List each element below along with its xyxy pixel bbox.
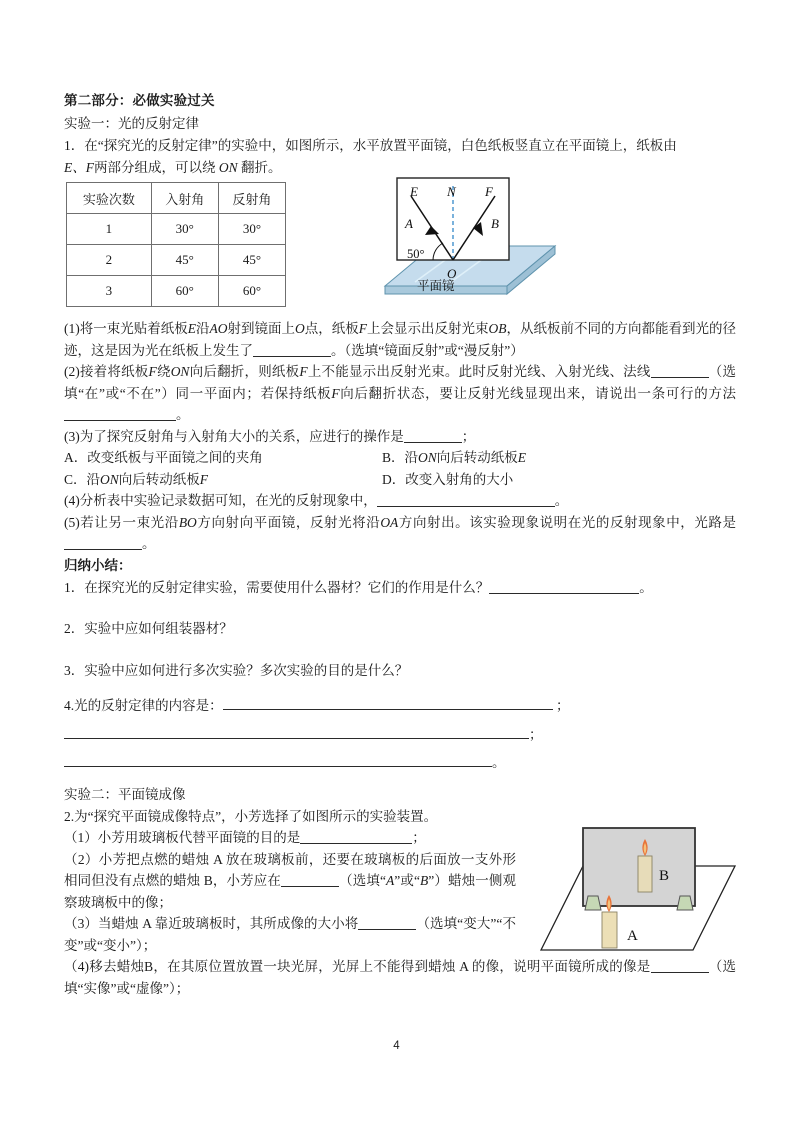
figure2-label-B: B bbox=[659, 868, 670, 884]
sq2-g: 。 bbox=[176, 407, 190, 422]
option-B-E: E bbox=[517, 450, 527, 465]
sq2-d: 上不能显示出反射光束。此时反射光线、入射光线、法线 bbox=[307, 364, 651, 379]
option-D[interactable]: D．改变入射角的大小 bbox=[382, 471, 514, 487]
answer-blank-e2-4[interactable] bbox=[651, 972, 709, 973]
e2q1-b: ； bbox=[412, 830, 426, 845]
sq5-d: 。 bbox=[142, 536, 156, 551]
answer-blank-s4-1[interactable] bbox=[223, 696, 553, 710]
experiment-data-table bbox=[66, 182, 286, 307]
answer-blank-2-1[interactable] bbox=[651, 377, 709, 378]
summary-4-sep-2: ； bbox=[529, 726, 543, 742]
option-A[interactable]: A．改变纸板与平面镜之间的夹角 bbox=[64, 450, 263, 465]
table-cell-trial: 2 bbox=[67, 245, 152, 276]
answer-blank-s4-3[interactable] bbox=[64, 753, 492, 767]
section-title: 第二部分：必做实验过关 bbox=[64, 93, 215, 108]
summary-item-3: 3．实验中应如何进行多次实验？多次实验的目的是什么？ bbox=[64, 662, 409, 678]
sq1-a: (1)将一束光贴着纸板 bbox=[64, 321, 188, 336]
sq1-e: 上会显示出反射光束 bbox=[367, 321, 489, 336]
e2q2-A: A bbox=[386, 873, 395, 888]
table-cell-incidence: 30° bbox=[151, 214, 218, 245]
summary-item-1 bbox=[64, 577, 736, 599]
figure1-label-N: N bbox=[447, 184, 456, 199]
option-B-b: 向后转动纸板 bbox=[436, 450, 518, 465]
sq1-b: 沿 bbox=[196, 321, 210, 336]
e2q2-B: B bbox=[420, 873, 429, 888]
sq3-b: ； bbox=[461, 428, 476, 444]
option-B-a: B．沿 bbox=[382, 450, 419, 465]
figure1-label-E: E bbox=[410, 184, 418, 199]
sq2-f: 向后翻折状态，要让反射光线显现出来，请说出一条可行的方法 bbox=[339, 385, 737, 401]
figure1-label-A: A bbox=[405, 216, 413, 231]
table-header-trial: 实验次数 bbox=[67, 183, 152, 214]
sq1-O: O bbox=[295, 321, 305, 336]
experiment-two-label: 实验二：平面镜成像 bbox=[64, 786, 186, 802]
page-number: 4 bbox=[393, 1040, 400, 1052]
q1-text-d: 翻折。 bbox=[241, 159, 282, 175]
sq1-d: 点，纸板 bbox=[304, 321, 359, 336]
answer-blank-5-1[interactable] bbox=[64, 549, 142, 550]
answer-blank-s4-2[interactable] bbox=[64, 725, 529, 739]
sq1-f: ，从纸板前不同的方向都能看到光的径迹，这是因为光在纸板上发生了 bbox=[64, 321, 736, 358]
table-cell-incidence: 45° bbox=[151, 245, 218, 276]
answer-blank-s1[interactable] bbox=[489, 593, 639, 594]
sub-question-1 bbox=[64, 318, 736, 361]
figure1-label-F: F bbox=[485, 184, 493, 199]
table-row bbox=[67, 214, 286, 245]
e2q2-d: ”）蜡烛一侧观察玻璃板中的像； bbox=[64, 873, 516, 910]
e2q4-b: （选填“实像”或“虚像”）； bbox=[64, 959, 736, 996]
table-row bbox=[67, 276, 286, 307]
figure1-mirror-caption: 平面镜 bbox=[417, 279, 455, 293]
e2q2-b: （选填“ bbox=[339, 873, 387, 888]
e2q3-b: （选填“变大”“不变”或“变小”）； bbox=[64, 916, 516, 953]
sub-question-4 bbox=[64, 490, 736, 512]
figure1-angle-label: 50° bbox=[407, 247, 425, 261]
label-ON: ON bbox=[218, 159, 238, 175]
e2q4-a: （4)移去蜡烛B，在其原位置放置一块光屏，光屏上不能得到蜡烛 A 的像，说明平面镜所成的像是 bbox=[64, 959, 651, 974]
exp2-sub-question-2 bbox=[64, 849, 516, 914]
sq1-AO: AO bbox=[209, 321, 228, 336]
table-header-incidence: 入射角 bbox=[151, 183, 218, 214]
sq2-c: 向后翻折，则纸板 bbox=[189, 364, 300, 379]
table-cell-reflection: 45° bbox=[218, 245, 285, 276]
sq2-ON: ON bbox=[170, 364, 190, 379]
table-row bbox=[67, 245, 286, 276]
sq5-OA: OA bbox=[380, 514, 399, 530]
sq1-OB: OB bbox=[488, 321, 507, 336]
table-header-row bbox=[67, 183, 286, 214]
sq2-e: （选填“在”或“不在”）同一平面内；若保持纸板 bbox=[64, 364, 737, 401]
sq2-F1: F bbox=[148, 364, 157, 379]
document-body bbox=[64, 90, 736, 999]
sq1-F: F bbox=[358, 321, 367, 336]
answer-blank-4-1[interactable] bbox=[377, 506, 555, 507]
e2q3-a: （3）当蜡烛 A 靠近玻璃板时，其所成像的大小将 bbox=[64, 916, 359, 931]
sub-question-2 bbox=[64, 361, 736, 426]
sq2-a: (2)接着将纸板 bbox=[64, 364, 149, 379]
table-cell-incidence: 60° bbox=[151, 276, 218, 307]
summary-heading: 归纳小结： bbox=[64, 557, 132, 573]
summary-4-end: 。 bbox=[492, 755, 506, 770]
table-cell-trial: 1 bbox=[67, 214, 152, 245]
exp2-sub-question-3 bbox=[64, 913, 516, 956]
summary-item-2: 2．实验中应如何组装器材？ bbox=[64, 621, 233, 636]
option-C-ON: ON bbox=[100, 471, 119, 487]
exp2-sub-question-4 bbox=[64, 956, 736, 999]
option-C-a: C．沿 bbox=[64, 471, 101, 487]
sq3-a: (3)为了探究反射角与入射角大小的关系，应进行的操作是 bbox=[64, 428, 404, 444]
experiment-one-label: 实验一：光的反射定律 bbox=[64, 116, 199, 131]
sq5-c: 方向射出。该实验现象说明在光的反射现象中，光路是 bbox=[398, 514, 737, 530]
table-cell-reflection: 30° bbox=[218, 214, 285, 245]
sq5-BO: BO bbox=[178, 514, 197, 530]
sq1-E: E bbox=[187, 321, 196, 336]
summary-item-4-line-1 bbox=[64, 695, 736, 717]
option-B-ON: ON bbox=[418, 450, 437, 465]
sq5-a: (5)若让另一束光沿 bbox=[64, 514, 179, 530]
exp2-sub-question-1 bbox=[64, 827, 516, 849]
q1-text-b: 两部分组成，可以绕 bbox=[94, 159, 216, 175]
question-2-stem: 2.为“探究平面镜成像特点”，小芳选择了如图所示的实验装置。 bbox=[64, 808, 438, 824]
sq5-b: 方向射向平面镜，反射光将沿 bbox=[196, 514, 381, 530]
answer-blank-1-1[interactable] bbox=[253, 356, 331, 357]
question-1-line-2 bbox=[64, 157, 736, 179]
option-C-F: F bbox=[199, 471, 209, 487]
sq1-c: 射到镜面上 bbox=[227, 321, 295, 336]
e2q2-c: ”或“ bbox=[394, 873, 420, 888]
e2q1-a: （1）小芳用玻璃板代替平面镜的目的是 bbox=[64, 830, 301, 845]
table-cell-reflection: 60° bbox=[218, 276, 285, 307]
summary-1-b: 。 bbox=[639, 579, 653, 595]
options-row-CD bbox=[64, 469, 736, 491]
figure1-label-B: B bbox=[491, 216, 499, 231]
sq2-b: 绕 bbox=[156, 364, 171, 379]
options-row-AB bbox=[64, 447, 736, 469]
sub-question-3 bbox=[64, 426, 736, 448]
sq4-b: 。 bbox=[554, 493, 569, 508]
answer-blank-2-2[interactable] bbox=[64, 420, 176, 421]
sq2-F3: F bbox=[331, 385, 340, 401]
answer-blank-3-1[interactable] bbox=[404, 442, 462, 443]
answer-blank-e2-1[interactable] bbox=[300, 843, 412, 844]
label-EF: E、F bbox=[64, 159, 94, 175]
answer-blank-e2-2[interactable] bbox=[281, 886, 339, 887]
summary-item-4-line-2 bbox=[64, 724, 736, 746]
figure1-label-O: O bbox=[447, 266, 457, 281]
sq1-g: 。（选填“镜面反射”或“漫反射”） bbox=[331, 342, 524, 358]
question-1-line-1: 1．在“探究光的反射定律”的实验中，如图所示，水平放置平面镜，白色纸板竖直立在平面镜上，纸板由 bbox=[64, 138, 677, 153]
answer-blank-e2-3[interactable] bbox=[358, 929, 416, 930]
option-C-b: 向后转动纸板 bbox=[118, 471, 200, 487]
sub-question-5 bbox=[64, 512, 736, 555]
sq2-F2: F bbox=[299, 364, 308, 379]
summary-4-sep-1: ； bbox=[556, 698, 570, 713]
figure2-label-A: A bbox=[627, 928, 638, 944]
option-B[interactable] bbox=[382, 450, 526, 465]
summary-4-a: 4.光的反射定律的内容是： bbox=[64, 698, 223, 713]
table-cell-trial: 3 bbox=[67, 276, 152, 307]
summary-item-4-line-3 bbox=[64, 752, 736, 774]
summary-1-a: 1．在探究光的反射定律实验，需要使用什么器材？它们的作用是什么？ bbox=[64, 579, 490, 595]
e2q2-a: （2）小芳把点燃的蜡烛 A 放在玻璃板前，还要在玻璃板的后面放一支外形相同但没有点燃的蜡烛 B，小芳应在 bbox=[64, 851, 516, 888]
table-header-reflection: 反射角 bbox=[218, 183, 285, 214]
option-C[interactable] bbox=[64, 469, 382, 491]
sq4-a: (4)分析表中实验记录数据可知，在光的反射现象中， bbox=[64, 493, 377, 508]
